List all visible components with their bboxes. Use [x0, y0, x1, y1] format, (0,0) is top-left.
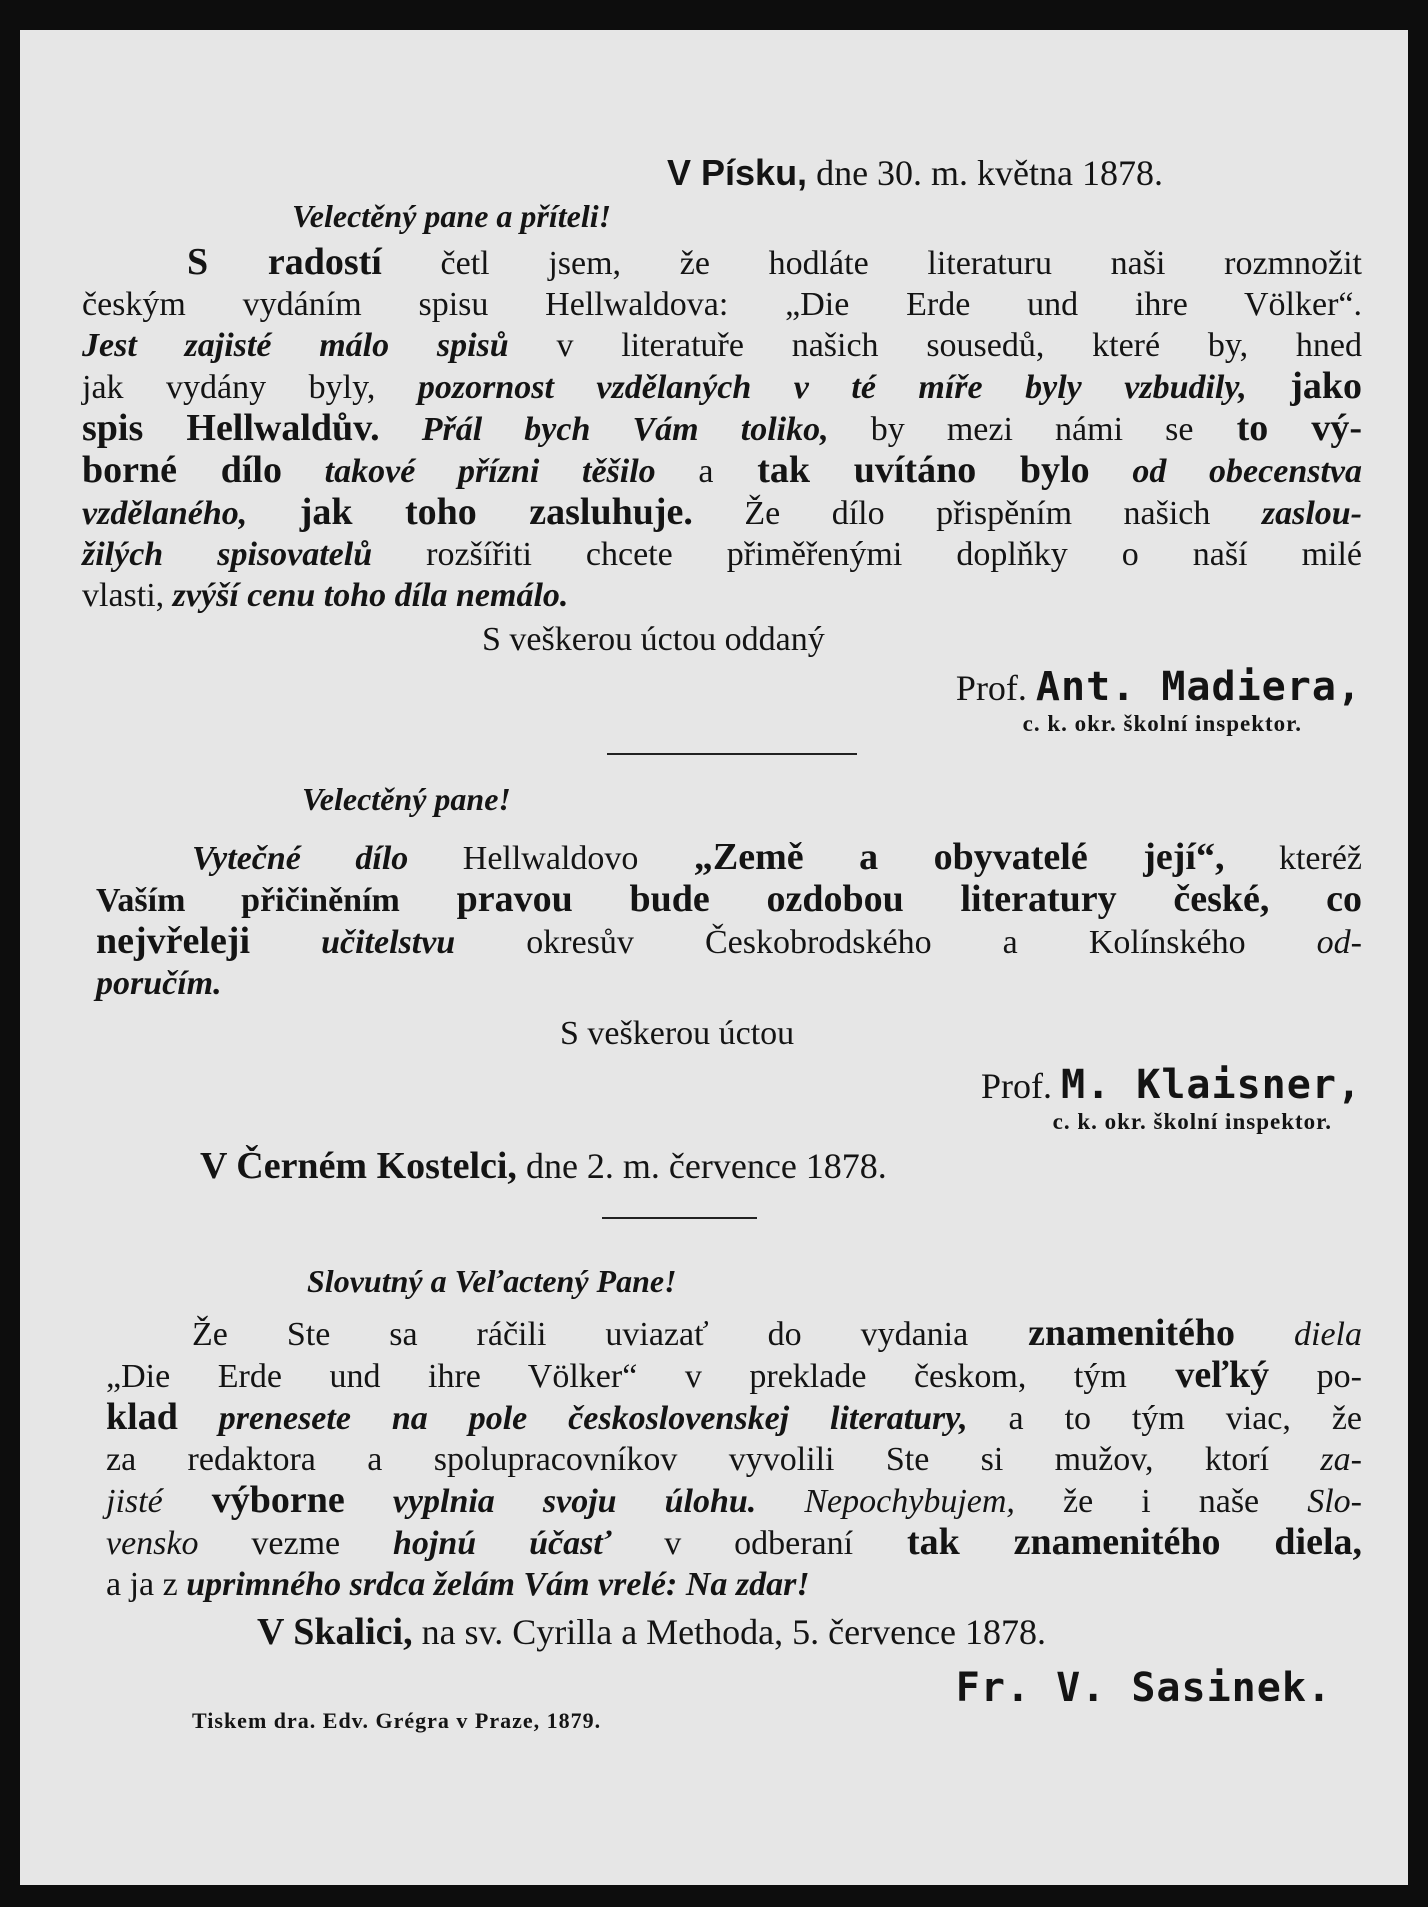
letter2-paragraph: Vytečné dílo Hellwaldovo „Země a obyvatelé její“, kteréž Vaším přičiněním pravou bude ozdobou literatury české, co nejvřeleji učitelstvu okresův Českobrodského a Kolínského od- poručím. [96, 836, 1363, 1002]
divider [602, 1217, 757, 1219]
letter3-salutation: Slovutný a Veľactený Pane! [307, 1263, 677, 1299]
letter3-dateline: V Skalici, na sv. Cyrilla a Methoda, 5. července 1878. [257, 1611, 1047, 1653]
divider [607, 753, 857, 755]
letter1-salutation: Velectěný pane a příteli! [292, 198, 612, 234]
letter2-closing: S veškerou úctou [560, 1015, 795, 1052]
letters-body [82, 150, 1362, 1734]
letter1-signature: Prof. Ant. Madiera, [955, 664, 1362, 710]
letter2-dateline: V Černém Kostelci, dne 2. m. července 1878. [200, 1145, 887, 1187]
printer-imprint: Tiskem dra. Edv. Grégra v Praze, 1879. [192, 1708, 602, 1733]
letter2-salutation: Velectěný pane! [302, 781, 511, 817]
letter1-dateline: V Písku, dne 30. m. května 1878. [667, 152, 1164, 193]
document-page [20, 30, 1408, 1885]
letter3-paragraph: Že Ste sa ráčili uviazať do vydania znamenitého diela „Die Erde und ihre Völker“ v preklade českom, tým veľký po- klad prenesete na pole československej literatury, a to tým viac, že za redaktora a spolupracovníkov vyvolili Ste si mužov, ktorí za- jisté výborne vyplnia svoju úlohu. Nepochybujem, že i naše Slo- vensko vezme hojnú účasť v odberaní tak znamenitého diela, a ja z uprimného srdca želám Vám vrelé: Na zdar! [106, 1312, 1363, 1603]
letter1-paragraph: S radostí četl jsem, že hodláte literaturu naši rozmnožit českým vydáním spisu Hellwaldova: „Die Erde und ihre Völker“. Jest zajisté málo spisů v literatuře našich sousedů, které by, hned jak vydány byly, pozornost vzdělaných v té míře byly vzbudily, jako spis Hellwaldův. Přál bych Vám toliko, by mezi námi se to vý- borné dílo takové přízni těšilo a tak uvítáno bylo od obecenstva vzdělaného, jak toho zasluhuje. Že dílo přispěním našich zaslou- žilých spisovatelů rozšířiti chcete přiměřenými doplňky o naší milé vlasti, zvýší cenu toho díla nemálo. [82, 241, 1363, 614]
letter2-signature: Prof. M. Klaisner, [981, 1062, 1362, 1108]
letter1-role: c. k. okr. školní inspektor. [1022, 711, 1302, 736]
letter-madiera [82, 150, 1362, 737]
letter1-closing: S veškerou úctou oddaný [482, 621, 825, 658]
letter2-role: c. k. okr. školní inspektor. [1052, 1109, 1332, 1134]
letter3-signature: Fr. V. Sasinek. [955, 1665, 1332, 1711]
letter-klaisner [82, 777, 1362, 1189]
letter-sasinek [82, 1259, 1362, 1712]
